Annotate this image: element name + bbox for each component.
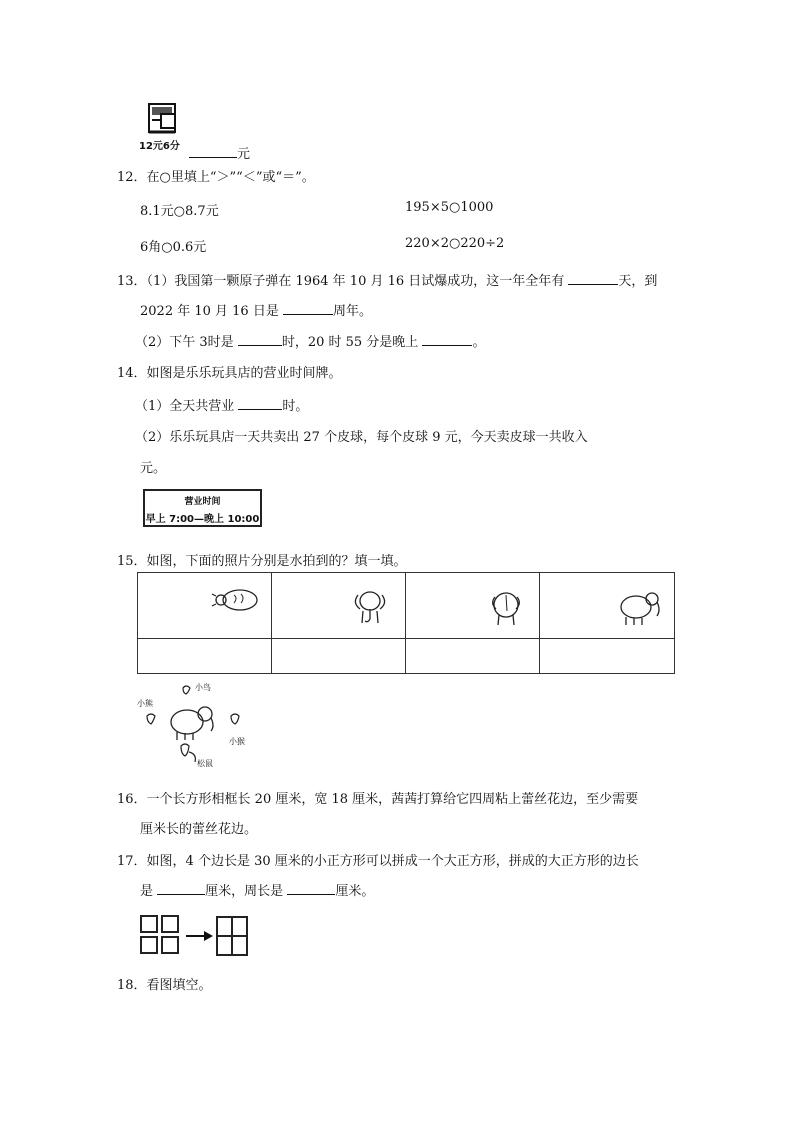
observer-bear-label: 小熊 [137,699,153,708]
q12-item: 8.1元○8.7元 [140,204,219,219]
photo-cell [271,572,406,639]
observer-squirrel-label: 松鼠 [197,759,213,768]
q15-prompt: 15．如图，下面的照片分别是水拍到的？填一填。 [117,554,407,569]
q12-prompt: 12．在○里填上“＞”“＜”或“＝”。 [117,170,315,185]
sign-title: 营业时间 [184,497,221,507]
q12-item: 220×2○220÷2 [405,236,505,251]
large-square [216,916,248,956]
q14-prompt: 14．如图是乐乐玩具店的营业时间牌。 [117,366,342,381]
answer-cell[interactable] [137,638,272,674]
photo-table [137,572,675,674]
business-hours-sign [143,489,262,527]
q11-blank [189,145,237,158]
q13-line3: （2）下午 3时是 时，20 时 55 分是晚上 。 [135,335,486,350]
q13-line1: 13．（1）我国第一颗原子弹在 1964 年 10 月 16 日试爆成功，这一年全年有 天，到 [117,274,658,289]
photo-cell [539,572,675,639]
q16-line2: 厘米长的蕾丝花边。 [140,822,258,837]
wallet-price-caption: 12元6分 [139,141,180,152]
wallet-picture [146,100,180,136]
q13-blank-anniversary[interactable] [283,302,333,315]
q13-line2: 2022 年 10 月 16 日是 周年。 [140,304,372,319]
q17-line1: 17．如图，4 个边长是 30 厘米的小正方形可以拼成一个大正方形，拼成的大正方形的边长 [117,854,639,869]
q14-blank-hours[interactable] [238,397,282,410]
q12-item: 6角○0.6元 [140,240,207,255]
wallet-icon [146,100,180,136]
observer-bird-label: 小鸟 [195,683,211,692]
small-square [161,915,179,933]
q17-line2: 是 厘米，周长是 厘米。 [140,884,375,899]
answer-cell[interactable] [271,638,406,674]
observers-figure [137,680,257,775]
q17-blank-perimeter[interactable] [287,882,335,895]
q14-part2: （2）乐乐玩具店一天共卖出 27 个皮球，每个皮球 9 元，今天卖皮球一共收入 [135,430,588,445]
q14-part1: （1）全天共营业 时。 [135,399,309,414]
elephant-side-view-icon [616,585,666,629]
q13-blank-12h[interactable] [422,333,472,346]
q11-answer-line[interactable] [189,143,250,162]
small-square [161,936,179,954]
q13-blank-24h[interactable] [238,333,282,346]
elephant-front-view-icon [350,585,390,629]
q17-blank-side[interactable] [157,882,205,895]
sign-time: 早上 7:00—晚上 10:00 [145,514,260,525]
answer-cell[interactable] [539,638,675,674]
q16-line1: 16．一个长方形相框长 20 厘米，宽 18 厘米，茜茜打算给它四周粘上蕾丝花边，至少需要 [117,792,639,807]
arrow-right-icon [184,930,214,942]
small-square [140,936,158,954]
q11-unit: 元 [237,147,251,162]
q12-item: 195×5○1000 [405,200,494,215]
q13-blank-days[interactable] [568,272,618,285]
elephant-back-view-icon [486,585,526,629]
photo-cell [137,572,272,639]
elephant-top-view-icon [208,583,268,623]
photo-cell [405,572,540,639]
small-square [140,915,158,933]
squares-figure [140,915,250,957]
observer-monkey-label: 小猴 [229,737,245,746]
q18-prompt: 18．看图填空。 [117,978,212,993]
answer-cell[interactable] [405,638,540,674]
q14-part2-unit: 元。 [140,461,167,476]
